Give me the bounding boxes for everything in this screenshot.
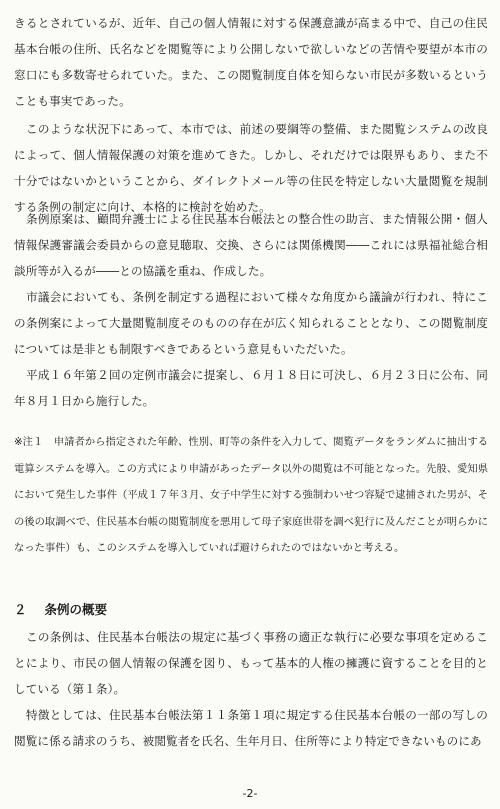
section-number: ２ [14, 602, 27, 617]
body-paragraph-5: 平成１６年第２回の定例市議会に提案し、６月１８日に可決し、６月２３日に公布、同年８月１日から施行した。 [14, 368, 488, 408]
section-paragraph-2: 特徴としては、住民基本台帳法第１１条第１項に規定する住民基本台帳の一部の写しの閲覧に係る請求のうち、被閲覧者を氏名、生年月日、住所等により特定できないものにあ [14, 708, 488, 748]
section-heading [14, 600, 107, 618]
body-paragraph-2: このような状況下にあって、本市では、前述の要綱等の整備、また閲覧システムの改良によって、個人情報保護の対策を進めてきた。しかし、それだけでは限界もあり、また不十分ではないかということから、ダイレクトメール等の住民を特定しない大量閲覧を規制する条例の制定に向け、本格的に検討を始めた。 [14, 122, 488, 214]
section-paragraph-1: この条例は、住民基本台帳法の規定に基づく事務の適正な執行に必要な事項を定めることにより、市民の個人情報の保護を図り、もって基本的人権の擁護に資することを目的としている（第１条）。 [14, 630, 488, 696]
section-title: 条例の概要 [44, 602, 108, 617]
page-number: -2- [242, 787, 258, 800]
body-paragraph-1: きるとされているが、近年、自己の個人情報に対する保護意識が高まる中で、自己の住民基本台帳の住所、氏名などを閲覧等により公開しないで欲しいなどの苦情や要望が本市の窓口にも多数寄せられていた。また、この閲覧制度自体を知らない市民が多数いるということも事実であった。 [14, 16, 488, 108]
body-paragraph-4: 市議会においても、条例を制定する過程において様々な角度から議論が行われ、特にこの条例案によって大量閲覧制度そのものの存在が広く知られることとなり、この閲覧制度については是非とも制限すべきであるという意見もいただいた。 [14, 290, 488, 356]
footnote: ※注１ 申請者から指定された年齢、性別、町等の条件を入力して、閲覧データをランダムに抽出する電算システムを導入。この方式により申請があったデータ以外の閲覧は不可能となった。先般、愛知県において発生した事件（平成１７年３月、女子中学生に対する強制わいせつ容疑で逮捕された男が、その後の取調べで、住民基本台帳の閲覧制度を悪用して母子家庭世帯を調べ犯行に及んだことが明らかになった事件）も、このシステムを導入していれば避けられたのではないかと考える。 [14, 436, 488, 554]
body-paragraph-3: 条例原案は、顧問弁護士による住民基本台帳法との整合性の助言、また情報公開・個人情報保護審議会委員からの意見聴取、交換、さらには関係機関――これには県福祉総合相談所等が入るが――との協議を重ね、作成した。 [14, 212, 488, 278]
